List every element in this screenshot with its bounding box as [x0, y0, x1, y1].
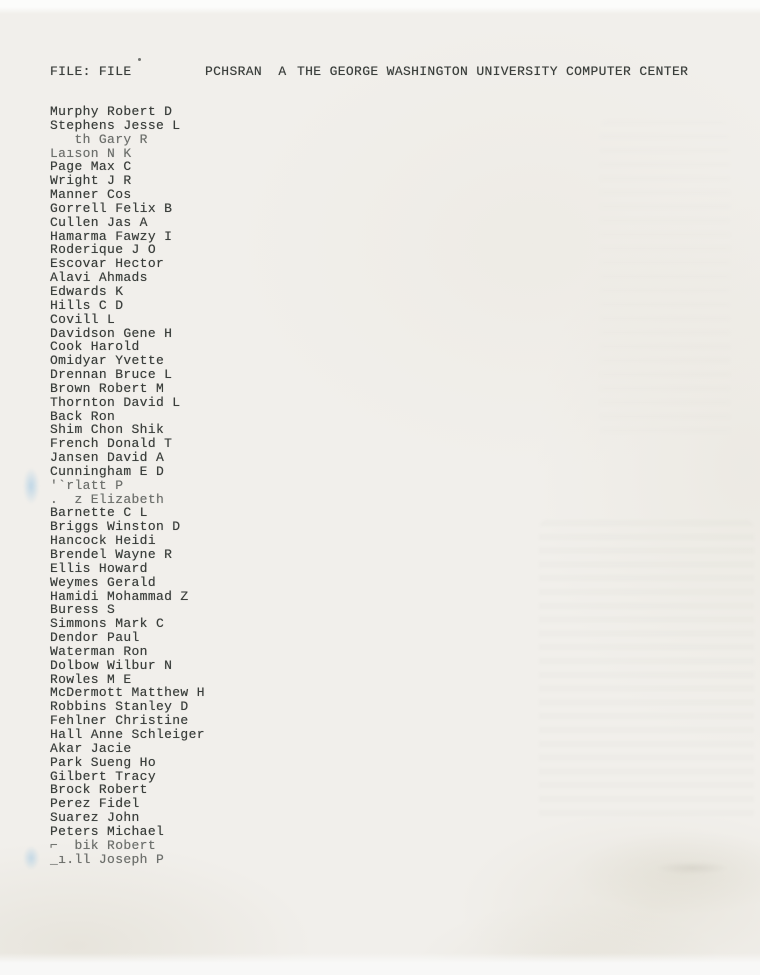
list-line: Omidyar Yvette — [50, 353, 165, 369]
list-line: French Donald T — [50, 436, 173, 452]
printout-header — [0, 64, 760, 79]
list-line: Back Ron — [50, 408, 116, 424]
blue-ink-stain — [24, 842, 42, 874]
page-showthrough-texture — [600, 120, 730, 440]
list-line: Akar Jacie — [50, 740, 132, 756]
list-line: Stephens Jesse L — [50, 117, 181, 133]
list-line: Gorrell Felix B — [50, 200, 173, 216]
list-line: Shim Chon Shik — [50, 422, 165, 438]
list-line: . z Elizabeth — [50, 491, 165, 507]
list-line: Buress S — [50, 602, 116, 618]
computer-center-title: THE GEORGE WASHINGTON UNIVERSITY COMPUTER CENTER — [297, 64, 689, 79]
file-id: PCHSRAN A — [205, 64, 287, 79]
list-line: Barnette C L — [50, 505, 148, 521]
list-line: Suarez John — [50, 810, 140, 826]
list-line: Manner Cos — [50, 187, 132, 203]
list-line: Perez Fidel — [50, 796, 140, 812]
list-line: ⌐ bik Robert — [50, 837, 156, 853]
list-line: Rowles M E — [50, 671, 132, 687]
list-line: Briggs Winston D — [50, 519, 181, 535]
list-line: Cunningham E D — [50, 463, 165, 479]
list-line: Drennan Bruce L — [50, 367, 173, 383]
list-line: Wright J R — [50, 173, 132, 189]
blue-ink-stain — [24, 462, 42, 510]
scan-speck-artifact — [138, 58, 141, 61]
list-line: Hamidi Mohammad Z — [50, 588, 189, 604]
page-showthrough-texture — [539, 520, 754, 820]
list-line: Gilbert Tracy — [50, 768, 156, 784]
scan-smudge-artifact — [645, 860, 740, 876]
list-line: Ellis Howard — [50, 560, 148, 576]
list-line: Brendel Wayne R — [50, 547, 173, 562]
list-line: Cook Harold — [50, 339, 140, 355]
list-line: Robbins Stanley D — [50, 699, 189, 715]
list-line: Brown Robert M — [50, 380, 165, 396]
name-list — [50, 105, 205, 866]
list-line: Roderique J O — [50, 242, 156, 258]
list-line: Dolbow Wilbur N — [50, 657, 173, 673]
list-line: Jansen David A — [50, 450, 165, 466]
list-line: Davidson Gene H — [50, 325, 173, 341]
list-line: Murphy Robert D — [50, 104, 173, 119]
list-line: _ı.ll Joseph P — [50, 851, 165, 867]
list-line: Escovar Hector — [50, 256, 165, 272]
list-line: Dendor Paul — [50, 630, 140, 646]
list-line: Thornton David L — [50, 394, 181, 410]
list-line: Covill L — [50, 311, 116, 327]
list-line: Alavi Ahmads — [50, 270, 148, 286]
list-line: Weymes Gerald — [50, 574, 156, 590]
list-line: Page Max C — [50, 159, 132, 175]
list-line: Brock Robert — [50, 782, 148, 798]
list-line: Laıson N K — [50, 145, 132, 161]
list-line: Hills C D — [50, 297, 124, 313]
list-line: '`rlatt P — [50, 477, 124, 493]
list-line: Hall Anne Schleiger — [50, 726, 205, 742]
list-line: th Gary R — [50, 131, 148, 147]
list-line: Fehlner Christine — [50, 713, 189, 729]
list-line: Hamarma Fawzy I — [50, 228, 173, 244]
list-line: Park Sueng Ho — [50, 754, 156, 770]
list-line: Waterman Ron — [50, 643, 148, 659]
list-line: Hancock Heidi — [50, 533, 156, 549]
list-line: Simmons Mark C — [50, 616, 165, 632]
list-line: Cullen Jas A — [50, 214, 148, 230]
file-label: FILE: FILE — [50, 64, 132, 79]
list-line: McDermott Matthew H — [50, 685, 205, 701]
list-line: Peters Michael — [50, 823, 165, 839]
list-line: Edwards K — [50, 283, 124, 299]
